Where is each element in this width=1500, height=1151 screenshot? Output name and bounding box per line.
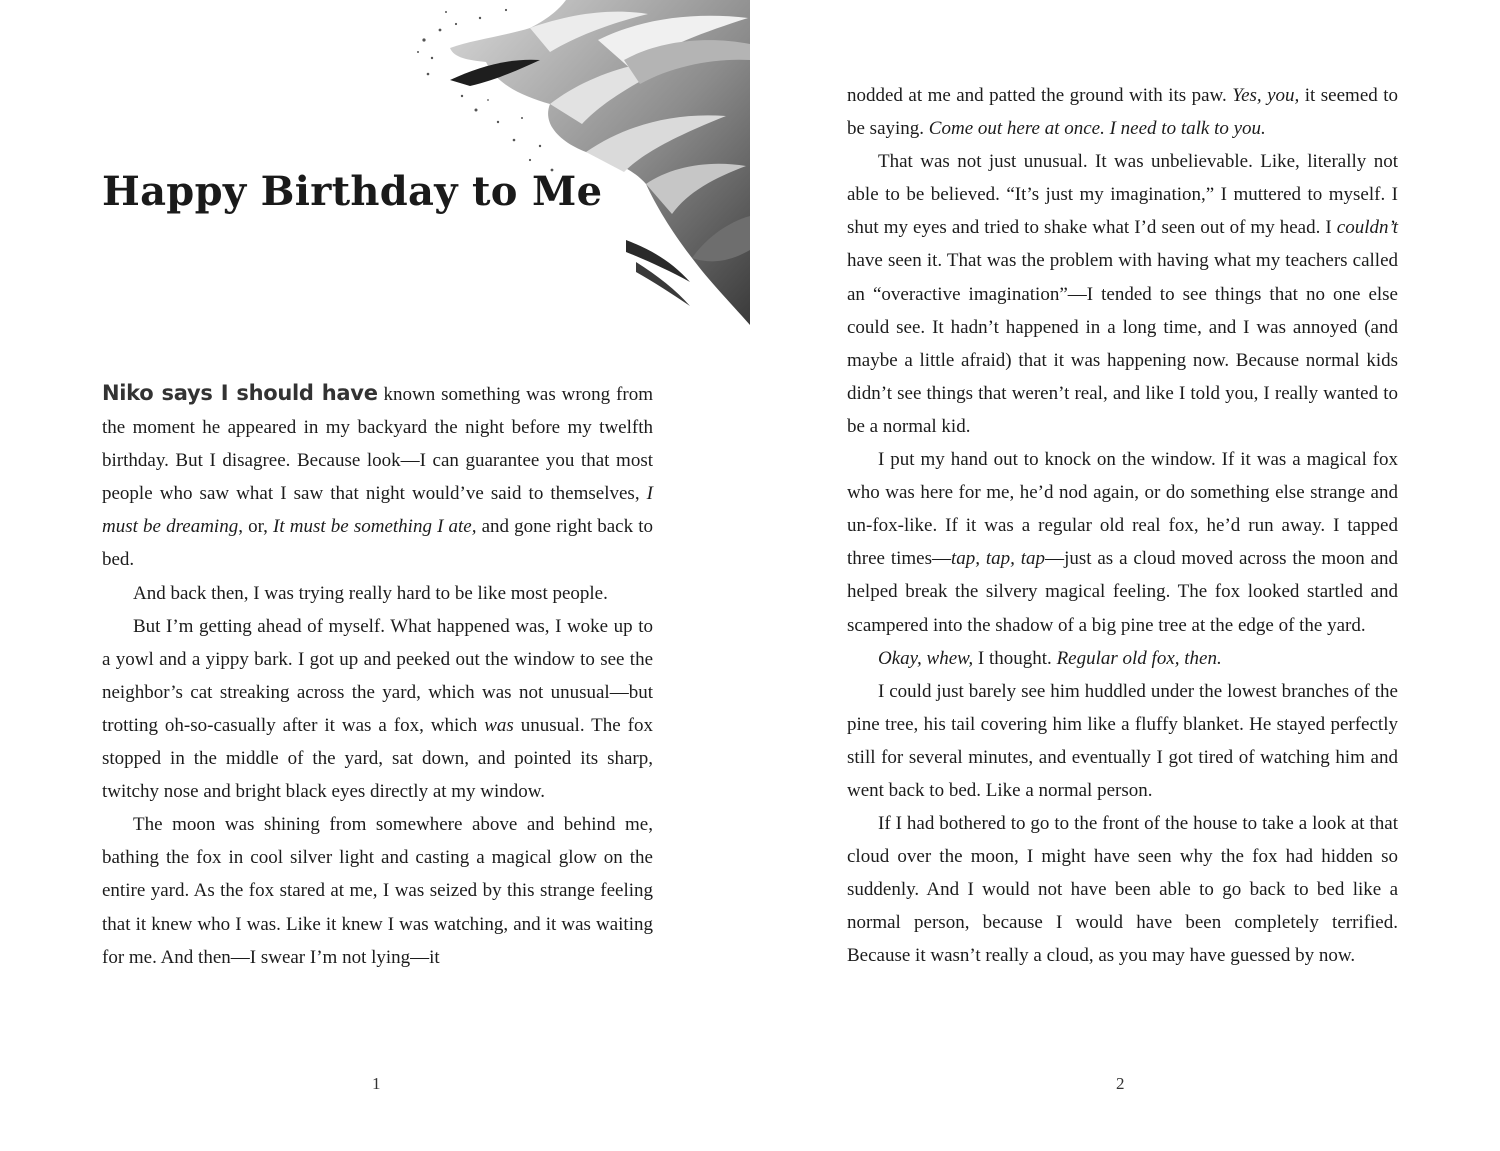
italic-text: Come out here at once. I need to talk to you. xyxy=(928,118,1266,140)
text-run: If I had bothered to go to the front of the house to take a look at that cloud over the moon, I might have seen why the fox had hidden so suddenly. And I would not have been able to go back to bed like a normal person, because I would have been completely terrified. Because it wasn’t really a cloud, as you may have guessed by now. xyxy=(847,813,1398,967)
paragraph xyxy=(847,443,1398,642)
paragraph xyxy=(102,610,653,809)
paragraph xyxy=(847,145,1398,443)
italic-text: couldn’t xyxy=(1336,217,1398,239)
italic-text: I must be dreaming xyxy=(102,483,653,538)
italic-text: Yes, you, xyxy=(1232,85,1300,106)
italic-text: was xyxy=(484,714,514,736)
italic-text: Regular old fox, then. xyxy=(1056,647,1222,669)
text-run: unusual. The fox stopped in the middle of the yard, sat down, and pointed its sharp, twitchy nose and bright black eyes directly at my window. xyxy=(102,714,653,803)
italic-text: tap, tap, tap xyxy=(951,548,1046,570)
paragraph xyxy=(102,808,653,973)
paragraph xyxy=(102,377,653,577)
left-page-text xyxy=(102,377,653,974)
page-number: 1 xyxy=(372,1074,381,1093)
text-run: But I’m getting ahead of myself. What happened was, I woke up to a yowl and a yippy bark. I got up and peeked out the window to see the neighbor’s cat streaking across the yard, which was not unusual—but trotting oh-so-casually after it was a fox, which xyxy=(102,615,653,736)
chapter-title: Happy Birthday to Me xyxy=(102,168,603,215)
text-run: —just as a cloud moved across the moon and helped break the silvery magical feeling. The fox looked startled and scampered into the shadow of a big pine tree at the edge of the yard. xyxy=(847,548,1398,636)
italic-text: Okay, whew, xyxy=(878,647,974,669)
text-run: I put my hand out to knock on the window. If it was a magical fox who was here for me, he’d nod again, or do something else strange and un-fox-like. If it was a regular old real fox, he’d run away. I tapped three times— xyxy=(847,449,1398,570)
page-number: 2 xyxy=(1116,1074,1125,1093)
italic-text: It must be something I ate, xyxy=(273,516,477,538)
text-run: That was not just unusual. It was unbelievable. Like, literally not able to be believed. “It’s just my imagination,” I muttered to myself. I shut my eyes and tried to shake what I’d seen out of my head. I xyxy=(847,151,1398,239)
text-run: , or, xyxy=(238,516,274,538)
chapter-lead-in: Niko says I should have xyxy=(102,381,378,405)
paragraph xyxy=(847,79,1398,145)
text-run: The moon was shining from somewhere above and behind me, bathing the fox in cool silver light and casting a magical glow on the entire yard. As the fox stared at me, I was seized by this strange feeling that it knew who I was. Like it knew I was watching, and it was waiting for me. And then—I swear I’m not lying—it xyxy=(102,814,653,968)
text-run: known something was wrong from the moment he appeared in my backyard the night before my twelfth birthday. But I disagree. Because look—I can guarantee you that most people who saw what I saw that night would’ve said to themselves, xyxy=(102,384,653,505)
text-run: I could just barely see him huddled under the lowest branches of the pine tree, his tail covering him like a fluffy blanket. He stayed perfectly still for several minutes, and eventually I got tired of watching him and went back to bed. Like a normal person. xyxy=(847,680,1398,801)
paragraph xyxy=(847,675,1398,807)
text-run: And back then, I was trying really hard to be like most people. xyxy=(133,582,608,604)
text-run: nodded at me and patted the ground with its paw. xyxy=(847,85,1233,106)
paragraph xyxy=(102,577,653,610)
left-page xyxy=(0,0,749,1151)
paragraph xyxy=(847,642,1398,675)
text-run: and gone right back to bed. xyxy=(102,516,653,571)
right-page xyxy=(750,0,1500,1151)
right-page-text xyxy=(847,79,1398,973)
paragraph xyxy=(847,807,1398,972)
text-run: have seen it. That was the problem with having what my teachers called an “overactive imagination”—I tended to see things that no one else could see. It hadn’t happened in a long time, and I was annoyed (and maybe a little afraid) that it was happening now. Because normal kids didn’t see things that weren’t real, and like I told you, I really wanted to be a normal kid. xyxy=(847,250,1398,437)
text-run: I thought. xyxy=(973,647,1057,669)
text-run: it seemed to be saying. xyxy=(847,85,1399,140)
dragon-wing-icon xyxy=(410,0,750,325)
